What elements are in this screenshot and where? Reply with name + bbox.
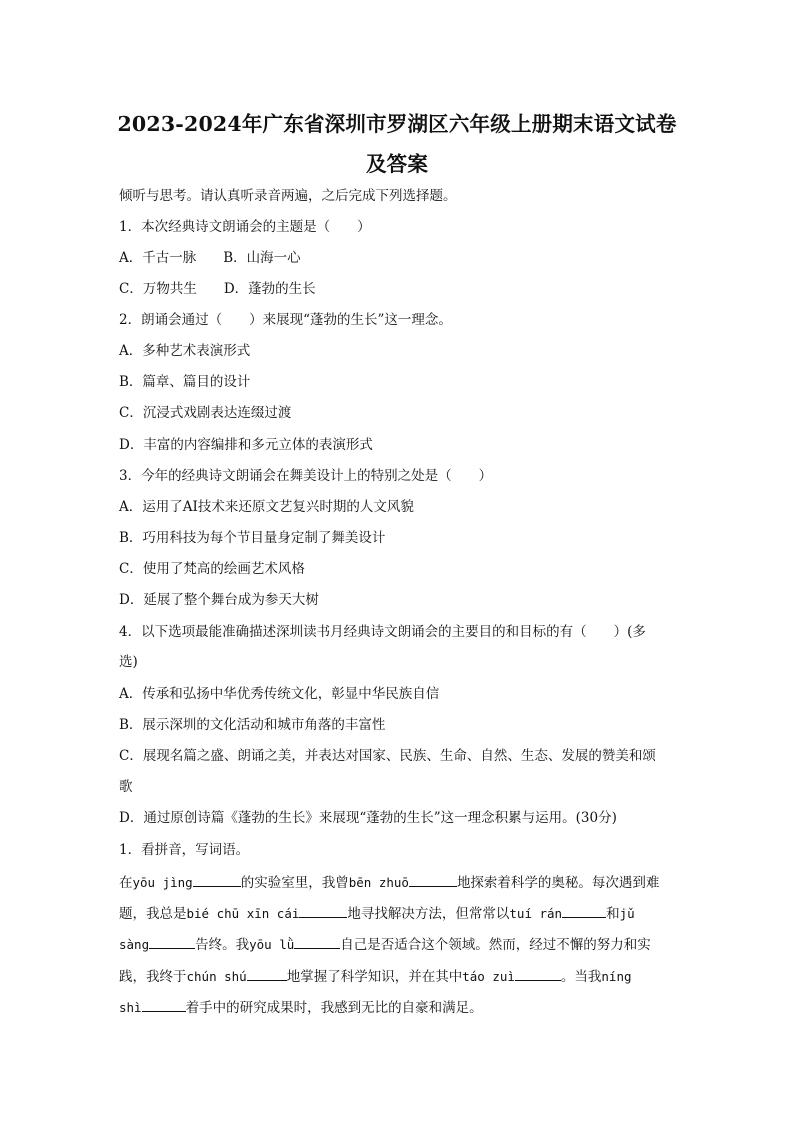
text-segment: 在 [119, 875, 133, 891]
pinyin-line-1 [119, 873, 699, 892]
q3-stem: 3．今年的经典诗文朗诵会在舞美设计上的特别之处是（ ） [119, 468, 493, 484]
q2-option-c: C．沉浸式戏剧表达连缀过渡 [119, 405, 292, 421]
q3-option-b: B．巧用科技为每个节目量身定制了舞美设计 [119, 530, 386, 546]
q4-stem-line-1: 4．以下选项最能准确描述深圳读书月经典诗文朗诵会的主要目的和目标的有（ ）(多 [119, 624, 646, 640]
listening-intro: 倾听与思考。请认真听录音两遍，之后完成下列选择题。 [119, 188, 457, 204]
pinyin-prompt: táo zuì [462, 969, 515, 984]
pinyin-line-5 [119, 998, 699, 1017]
q4-option-b: B．展示深圳的文化活动和城市角落的丰富性 [119, 717, 386, 733]
pinyin-prompt: yōu jìng [132, 875, 193, 890]
q3-option-c: C．使用了梵高的绘画艺术风格 [119, 561, 305, 577]
q4-option-a: A．传承和弘扬中华优秀传统文化，彰显中华民族自信 [119, 686, 440, 702]
pinyin-prompt: bēn zhuō [348, 875, 409, 890]
pinyin-line-3 [119, 935, 699, 954]
pinyin-prompt: sàng [119, 937, 150, 952]
document-title-line-1: 2023-2024年广东省深圳市罗湖区六年级上册期末语文试卷 [117, 112, 677, 136]
answer-blank[interactable] [149, 935, 195, 949]
text-segment: 践，我终于 [119, 969, 187, 985]
q1-options-ab: A．千古一脉 B．山海一心 [119, 250, 301, 266]
q4-option-c-line-1: C．展现名篇之盛、朗诵之美，并表达对国家、民族、生命、自然、生态、发展的赞美和颂 [119, 748, 656, 764]
q3-option-a: A．运用了AI技术来还原文艺复兴时期的人文风貌 [119, 499, 414, 515]
text-segment: 告终。我 [195, 937, 250, 953]
answer-blank[interactable] [515, 967, 561, 981]
pinyin-prompt: chún shú [186, 969, 247, 984]
q4-option-d: D．通过原创诗篇《蓬勃的生长》来展现“蓬勃的生长”这一理念积累与运用。(30分) [119, 810, 617, 826]
pinyin-prompt: yōu lǜ [249, 937, 295, 952]
answer-blank[interactable] [299, 904, 347, 918]
q2-option-b: B．篇章、篇目的设计 [119, 374, 251, 390]
pinyin-prompt: shì [119, 1000, 142, 1015]
text-segment: 自己是否适合这个领域。然而，经过不懈的努力和实 [340, 937, 651, 953]
text-segment: 。当我 [560, 969, 602, 985]
text-segment: 地探索着科学的奥秘。每次遇到难 [456, 875, 660, 891]
pinyin-line-4 [119, 967, 699, 986]
q2-stem: 2．朗诵会通过（ ）来展现“蓬勃的生长”这一理念。 [119, 312, 452, 328]
text-segment: 地寻找解决方法，但常常以 [347, 906, 510, 922]
q1-stem: 1．本次经典诗文朗诵会的主题是（ ） [119, 219, 371, 235]
answer-blank[interactable] [294, 935, 340, 949]
pinyin-prompt: jǔ [619, 906, 635, 921]
q4-option-c-line-2: 歌 [119, 779, 133, 795]
pinyin-prompt: bié chū xīn cái [186, 906, 300, 921]
q1-options-cd: C．万物共生 D．蓬勃的生长 [119, 281, 316, 297]
answer-blank[interactable] [142, 998, 186, 1012]
q2-option-a: A．多种艺术表演形式 [119, 343, 251, 359]
text-segment: 题，我总是 [119, 906, 187, 922]
answer-blank[interactable] [409, 873, 457, 887]
text-segment: 的实验室里，我曾 [240, 875, 349, 891]
pinyin-heading: 1．看拼音，写词语。 [119, 842, 250, 858]
pinyin-prompt: níng [601, 969, 632, 984]
answer-blank[interactable] [193, 873, 241, 887]
answer-blank[interactable] [562, 904, 606, 918]
answer-blank[interactable] [247, 967, 287, 981]
text-segment: 地掌握了科学知识，并在其中 [286, 969, 463, 985]
text-segment: 着手中的研究成果时，我感到无比的自豪和满足。 [185, 1000, 483, 1016]
q3-option-d: D．延展了整个舞台成为参天大树 [119, 592, 319, 608]
document-title-line-2: 及答案 [365, 152, 429, 176]
pinyin-line-2 [119, 904, 699, 923]
q4-stem-line-2: 选) [119, 654, 138, 670]
text-segment: 和 [606, 906, 620, 922]
pinyin-prompt: tuí rán [509, 906, 563, 921]
q2-option-d: D．丰富的内容编排和多元立体的表演形式 [119, 437, 373, 453]
